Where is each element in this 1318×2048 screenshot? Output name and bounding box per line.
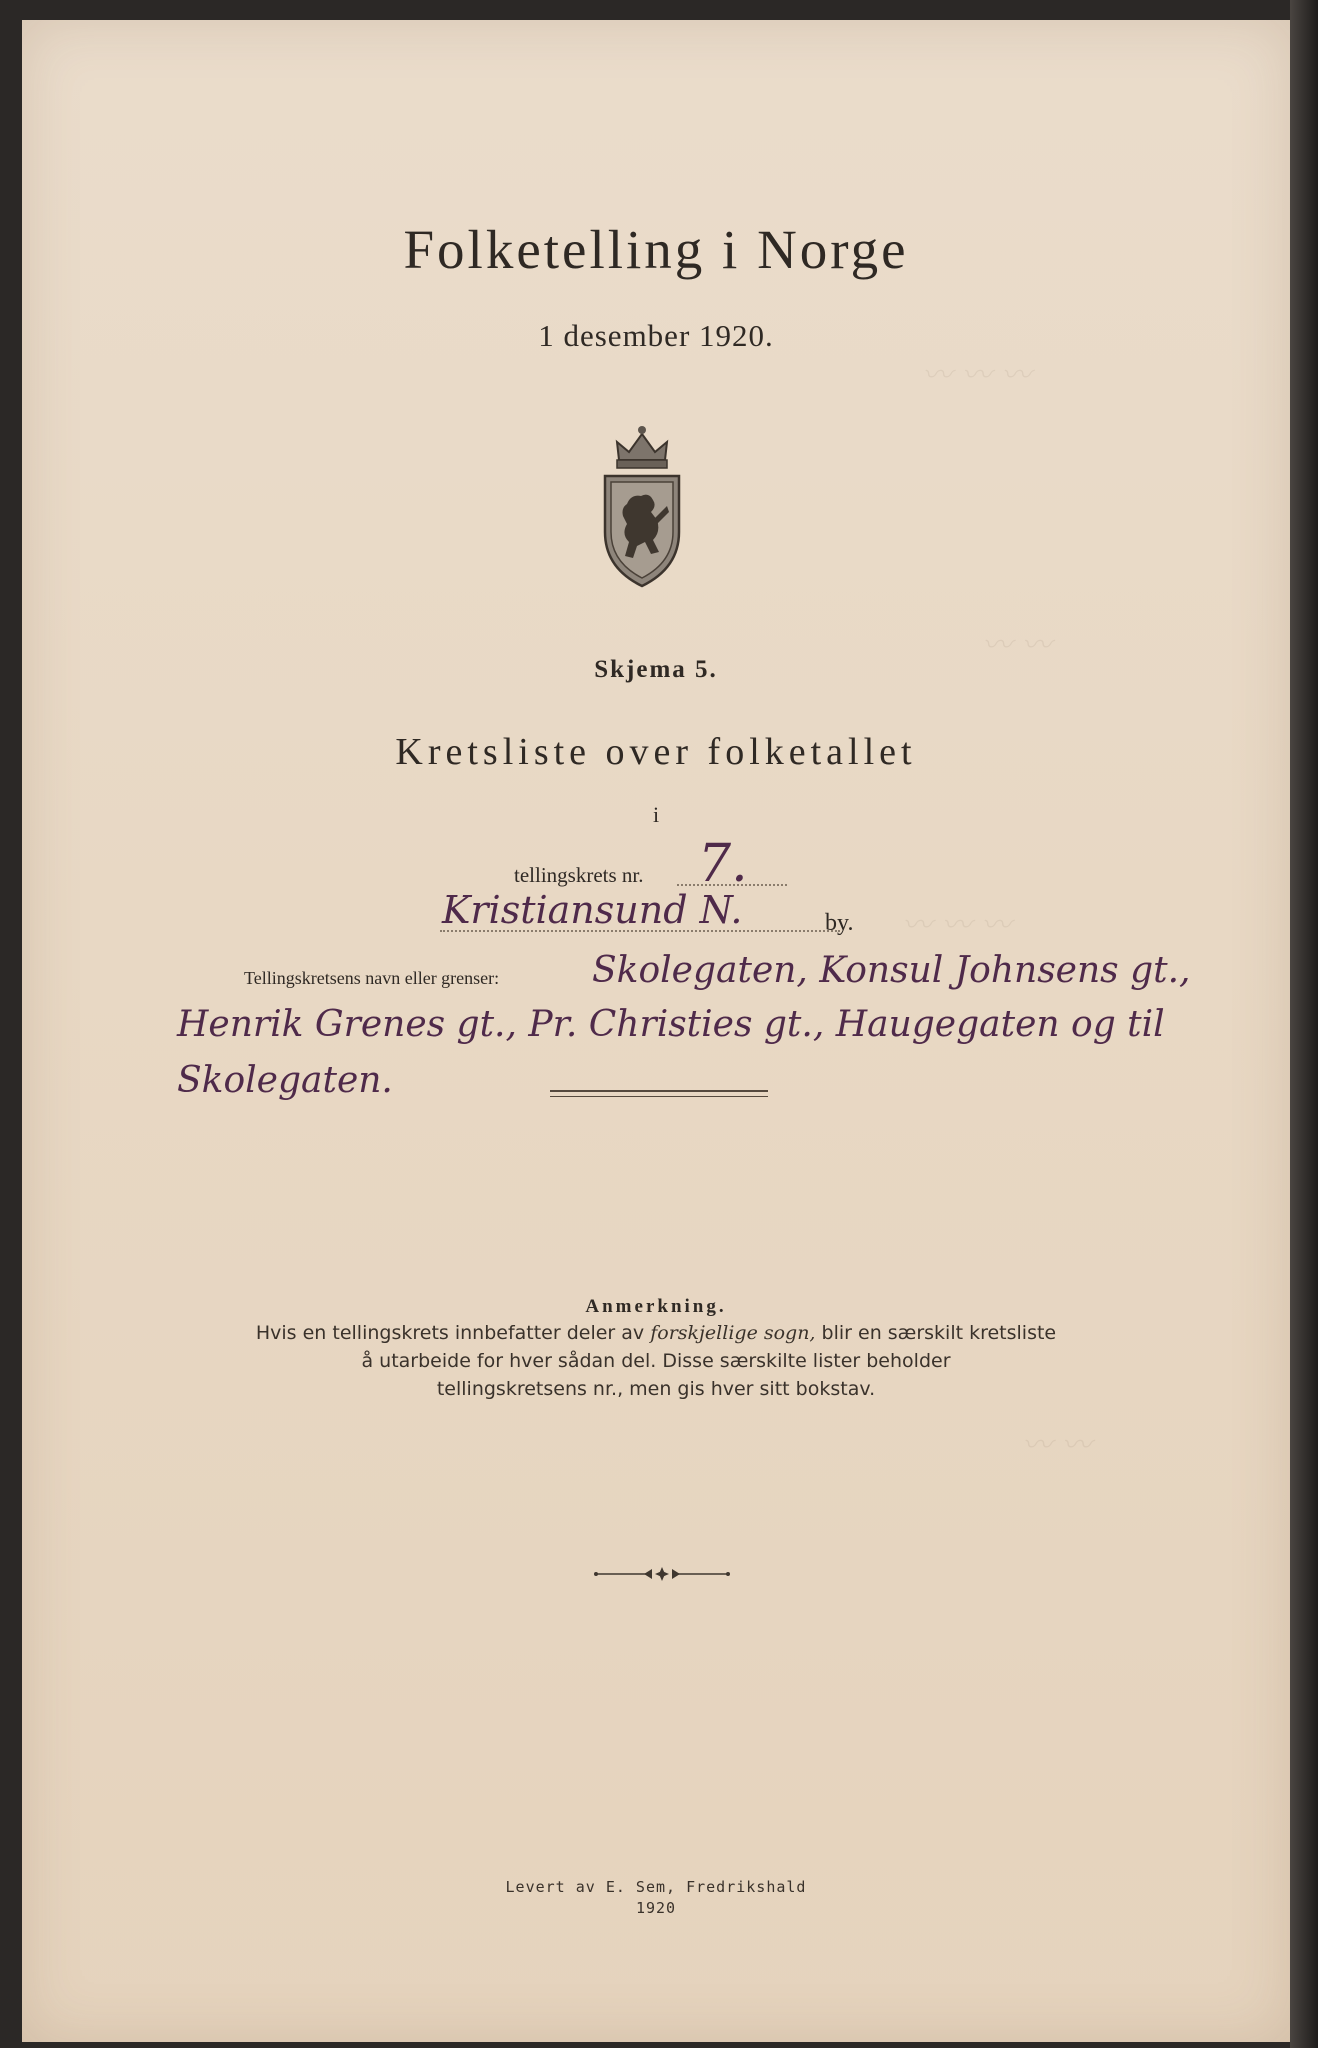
bleed-through: 〰 〰 — [982, 628, 1052, 663]
printer-year: 1920 — [635, 1899, 677, 1917]
note-line-2: å utarbeide for hver sådan del. Disse særskilte lister beholder — [361, 1350, 951, 1372]
document-title: Folketelling i Norge — [403, 219, 909, 280]
printer-credit: Levert av E. Sem, Fredrikshald — [505, 1878, 807, 1896]
note-line-3: tellingskretsens nr., men gis hver sitt bokstav. — [436, 1378, 876, 1400]
bleed-through: 〰 〰 〰 — [902, 908, 1012, 943]
boundaries-label: Tellingskretsens navn eller grenser: — [244, 968, 500, 988]
district-number-label: tellingskrets nr. — [514, 863, 644, 887]
paper-sheet — [22, 20, 1290, 2042]
document-date: 1 desember 1920. — [538, 318, 774, 353]
schema-number: Skjema 5. — [594, 656, 718, 683]
preposition-text: i — [652, 802, 660, 827]
note-line-1-emphasis: forskjellige sogn, — [650, 1322, 816, 1344]
bleed-through: 〰 〰 — [1022, 1428, 1092, 1463]
boundaries-line-2: Henrik Grenes gt., Pr. Christies gt., Haugegaten og til — [177, 1004, 1165, 1045]
district-number-value: 7. — [698, 834, 748, 894]
boundaries-line-1: Skolegaten, Konsul Johnsens gt., — [592, 950, 1191, 991]
city-value: Kristiansund N. — [442, 888, 743, 932]
note-line-1 — [22, 1322, 1290, 1344]
note-line-1-end: blir en særskilt kretsliste — [821, 1322, 1057, 1344]
separator-rule — [550, 1090, 768, 1092]
decorative-ornament-icon — [592, 1566, 732, 1582]
norwegian-coat-of-arms-icon — [597, 420, 687, 590]
form-heading: Kretsliste over folketallet — [395, 731, 917, 773]
separator-rule — [550, 1096, 768, 1097]
city-suffix: by. — [825, 910, 854, 936]
note-line-1-start: Hvis en tellingskrets innbefatter deler av — [255, 1322, 645, 1344]
page-edge-shadow — [1290, 0, 1318, 2048]
note-heading: Anmerkning. — [585, 1296, 727, 1317]
boundaries-line-3: Skolegaten. — [177, 1060, 393, 1101]
bleed-through: 〰 〰 〰 — [922, 358, 1032, 393]
